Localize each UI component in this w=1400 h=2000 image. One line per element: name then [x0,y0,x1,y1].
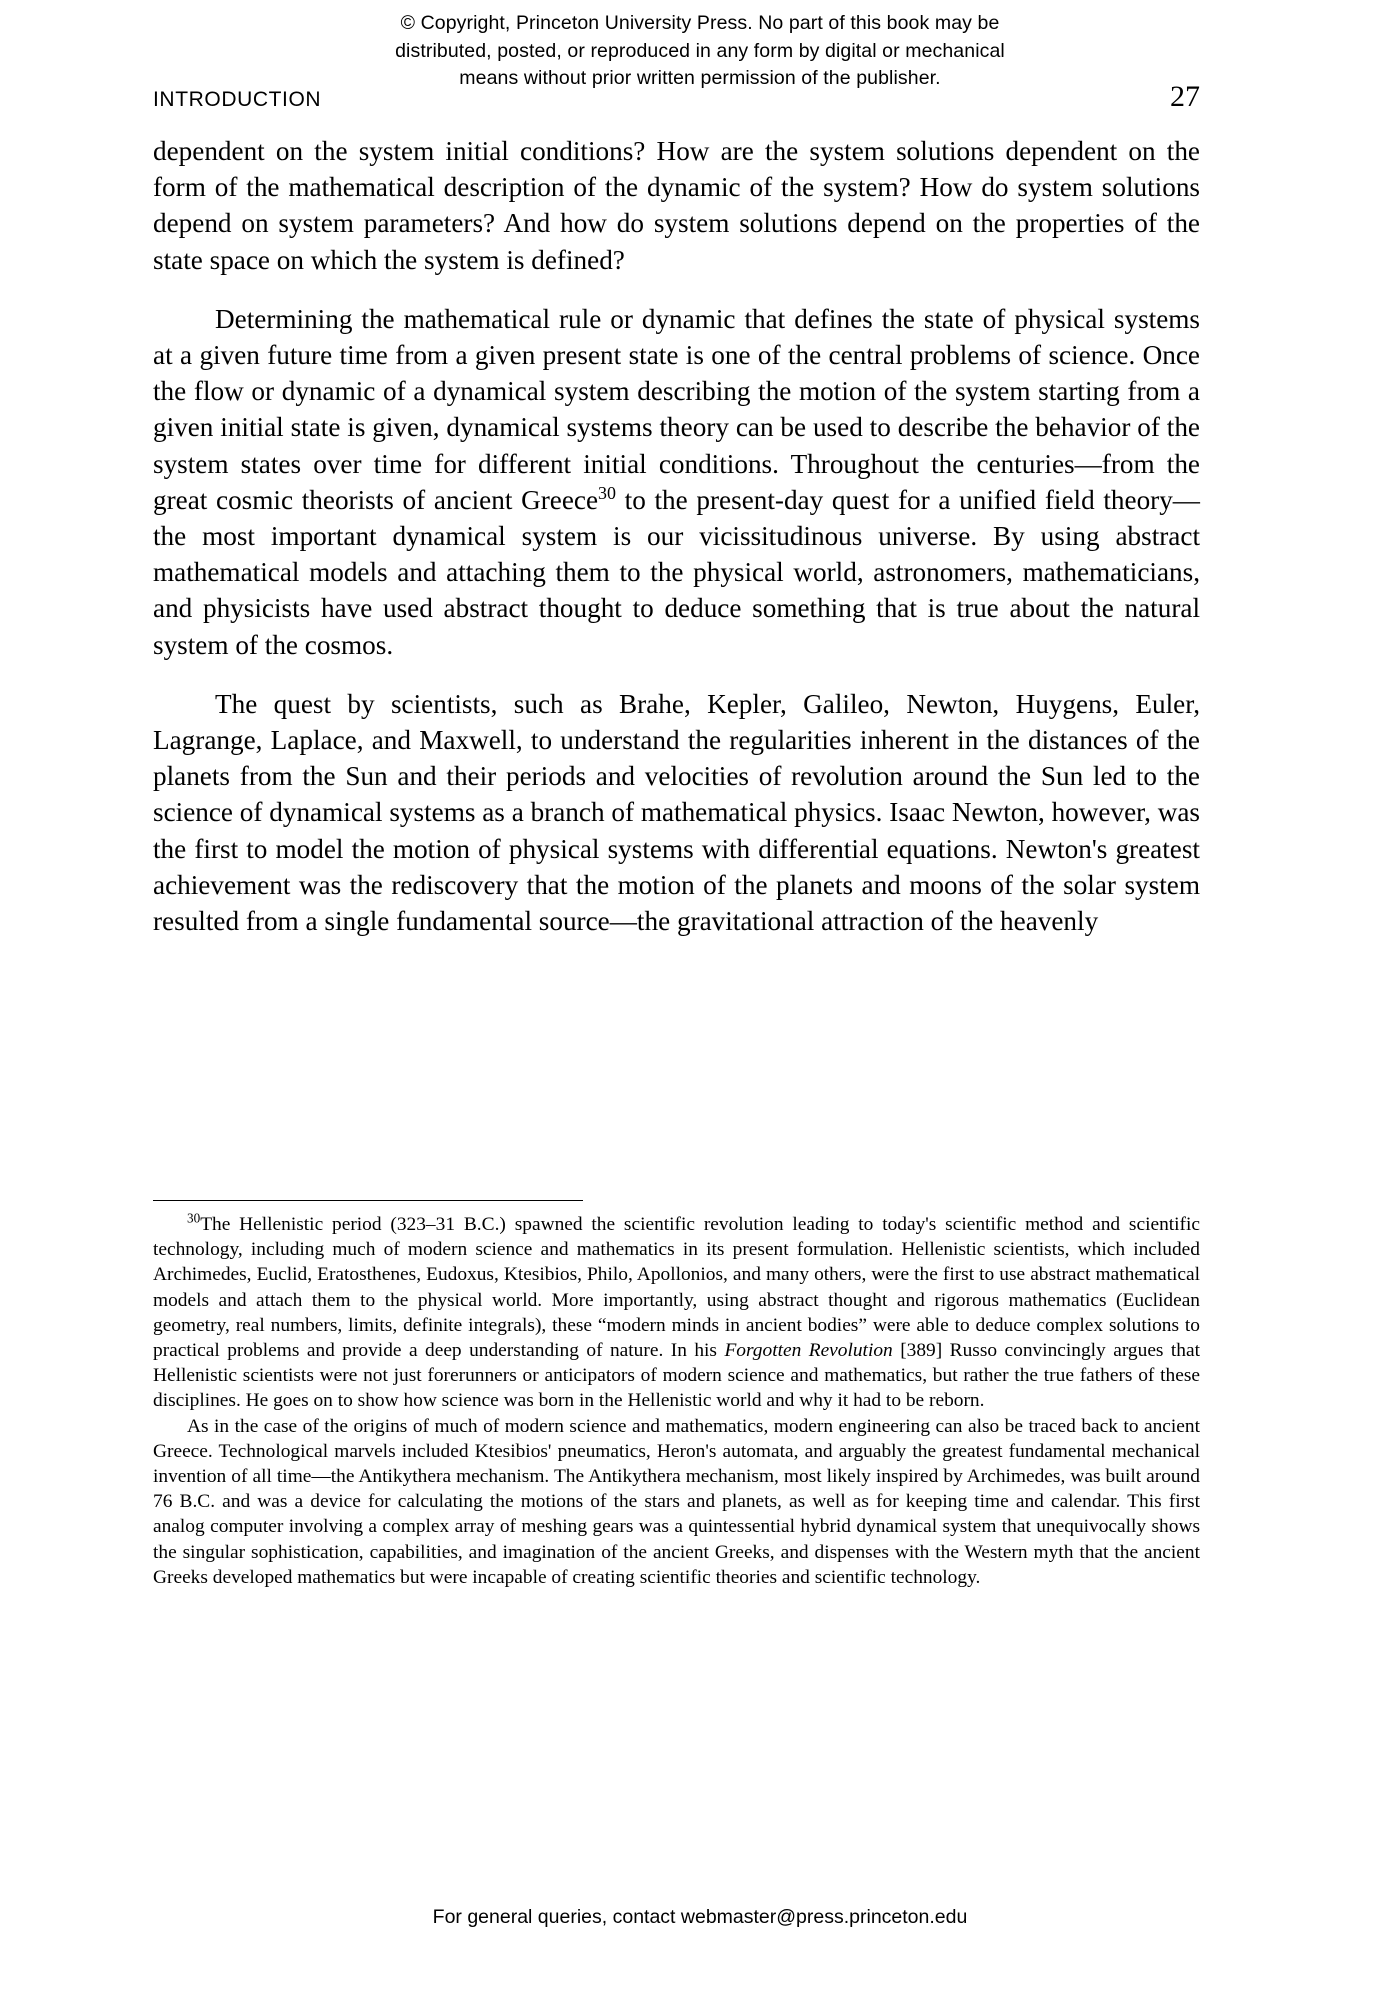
paragraph-1: dependent on the system initial conditions? How are the system solutions dependent on the form of the mathematical description of the dynamic of the system? How do system solutions depend on system parameters? And how do system solutions depend on the properties of the state space on which the system is defined? [153,136,1200,275]
page-number: 27 [1170,80,1200,113]
footnote-block [153,1200,1200,1590]
body-text [153,133,1200,939]
paragraph-3: The quest by scientists, such as Brahe, Kepler, Galileo, Newton, Huygens, Euler, Lagrange, Laplace, and Maxwell, to understand the regularities inherent in the distances of the planets from the Sun and their periods and velocities of revolution around the Sun led to the science of dynamical systems as a branch of mathematical physics. Isaac Newton, however, was the first to model the motion of physical systems with differential equations. Newton's greatest achievement was the rediscovery that the motion of the planets and moons of the solar system resulted from a single fundamental source—the gravitational attraction of the heavenly [153,688,1200,937]
copyright-line-2: distributed, posted, or reproduced in any form by digital or mechanical [395,39,1005,62]
footnote-text-before-italic: The Hellenistic period (323–31 B.C.) spawned the scientific revolution leading to today's scientific method and scientific technology, including much of modern science and mathematics in its present formulation. Hellenistic scientists, which included Archimedes, Euclid, Eratosthenes, Eudoxus, Ktesibios, Philo, Apollonios, and many others, were the first to use abstract mathematical models and attach them to the physical world. More importantly, using abstract thought and rigorous mathematics (Euclidean geometry, real numbers, limits, definite integrals), these “modern minds in ancient bodies” were able to deduce complex solutions to practical problems and provide a deep understanding of nature. In his [153,1214,1200,1362]
footnote-book-title: Forgotten Revolution [724,1340,893,1362]
running-head [153,80,1200,120]
paragraph-2-part-a: Determining the mathematical rule or dynamic that defines the state of physical systems at a given future time from a given present state is one of the central problems of science. Once the flow or dynamic of a dynamical system describing the motion of the system starting from a given initial state is given, dynamical systems theory can be used to describe the behavior of the system states over time for different initial conditions. Throughout the centuries—from the great cosmic theorists of ancient Greece [153,303,1200,515]
footnote-paragraph-1 [153,1212,1200,1414]
page-footer: For general queries, contact webmaster@press.princeton.edu [432,1906,968,1928]
footnote-number-30: 30 [187,1210,201,1226]
footnote-text-after-italic: [389] Russo convincingly argues that Hellenistic scientists were not just forerunners or anticipators of modern science and mathematics, but rather the true fathers of these disciplines. He goes on to show how science was born in the Hellenistic world and why it had to be reborn. [153,1340,1200,1412]
footnote-reference-30[interactable]: 30 [598,482,616,503]
copyright-line-1: © Copyright, Princeton University Press. No part of this book may be [400,12,1000,34]
paragraph-2 [153,301,1200,663]
paragraph-2-part-b: to the present-day quest for a unified field theory—the most important dynamical system is our vicissitudinous universe. By using abstract mathematical models and attaching them to the physical world, astronomers, mathematicians, and physicists have used abstract thought to deduce something that is true about the natural system of the cosmos. [153,484,1200,660]
copyright-line-3: means without prior written permission of the publisher. [459,67,941,89]
footnote-rule [153,1200,583,1201]
running-head-title: INTRODUCTION [153,88,322,111]
footnote-paragraph-2: As in the case of the origins of much of modern science and mathematics, modern engineering can also be traced back to ancient Greece. Technological marvels included Ktesibios' pneumatics, Heron's automata, and arguably the greatest fundamental mechanical invention of all time—the Antikythera mechanism. The Antikythera mechanism, most likely inspired by Archimedes, was built around 76 B.C. and was a device for calculating the motions of the stars and planets, as well as for keeping time and calendar. This first analog computer involving a complex array of meshing gears was a quintessential hybrid dynamical system that unequivocally shows the singular sophistication, capabilities, and imagination of the ancient Greeks, and dispenses with the Western myth that the ancient Greeks developed mathematics but were incapable of creating scientific theories and scientific technology. [153,1415,1200,1588]
